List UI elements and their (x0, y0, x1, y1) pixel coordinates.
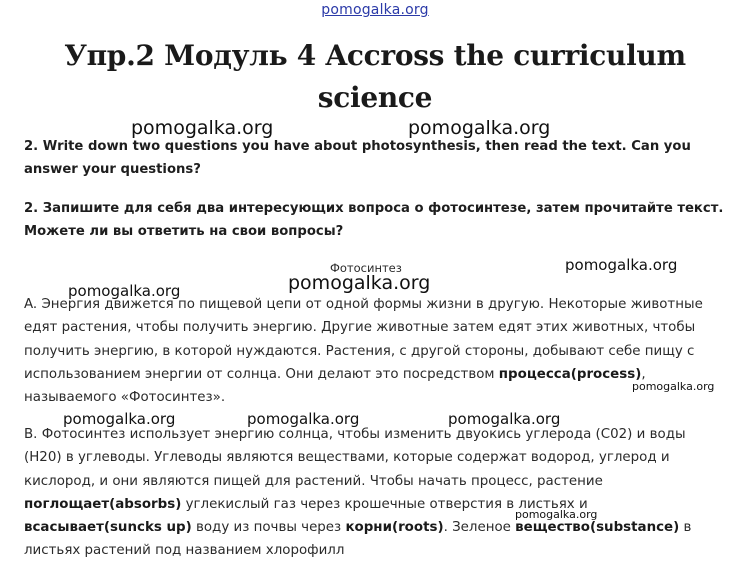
watermark: pomogalka.org (131, 117, 274, 139)
text-title: Фотосинтез (330, 261, 402, 275)
task-russian: 2. Запишите для себя два интересующих вопроса о фотосинтезе, затем прочитайте текст. Можете ли вы ответить на свои вопросы? (24, 201, 724, 239)
paragraph-b-text: . Зеленое (443, 520, 516, 536)
term-process: процесса(process) (498, 366, 642, 382)
page-title-line-2: science (317, 81, 433, 114)
term-substance: вещество(substance) (515, 520, 680, 536)
watermark: pomogalka.org (448, 410, 561, 428)
paragraph-b-text: углекислый газ через крошечные отверстия в листьях и (181, 496, 588, 512)
watermark: pomogalka.org (515, 508, 598, 521)
task-english: 2. Write down two questions you have about photosynthesis, then read the text. Can you answer your questions? (24, 139, 691, 177)
watermark: pomogalka.org (247, 410, 360, 428)
term-absorbs: поглощает(absorbs) (24, 496, 182, 512)
paragraph-a-text: A. Энергия движется по пищевой цепи от одной формы жизни в другую. Некоторые животные едят растения, чтобы получить энергию. Другие животные затем едят этих животных, чтобы получить энергию, в которой нуждаются. Растения, с другой стороны, добывают себе пищу с использованием энергии от солнца. Они делают это посредством (24, 297, 703, 382)
watermark: pomogalka.org (68, 282, 181, 300)
paragraph-b (24, 423, 724, 563)
watermark: pomogalka.org (565, 256, 678, 274)
paragraph-a (24, 293, 724, 409)
watermark: pomogalka.org (408, 117, 551, 139)
paragraph-b-text: в листьях растений под названием хлорофилл (24, 520, 692, 559)
term-roots: корни(roots) (345, 520, 444, 536)
watermark: pomogalka.org (63, 410, 176, 428)
page-title: Упр.2 Модуль 4 Accross the curriculum (64, 39, 686, 72)
term-sucks-up: всасывает(suncks up) (24, 520, 192, 536)
paragraph-b-text: воду из почвы через (191, 520, 346, 536)
watermark: pomogalka.org (288, 272, 431, 294)
paragraph-b-text: B. Фотосинтез использует энергию солнца, чтобы изменить двуокись углерода (С02) и воды (Н20) в углеводы. Углеводы являются веществами, которые содержат водород, углерод и кислород, и они являются пищей для растений. Чтобы начать процесс, растение (24, 427, 686, 489)
site-header-link[interactable]: pomogalka.org (321, 2, 429, 18)
paragraph-a-text: , называемого «Фотосинтез». (24, 366, 646, 406)
watermark: pomogalka.org (632, 380, 715, 393)
